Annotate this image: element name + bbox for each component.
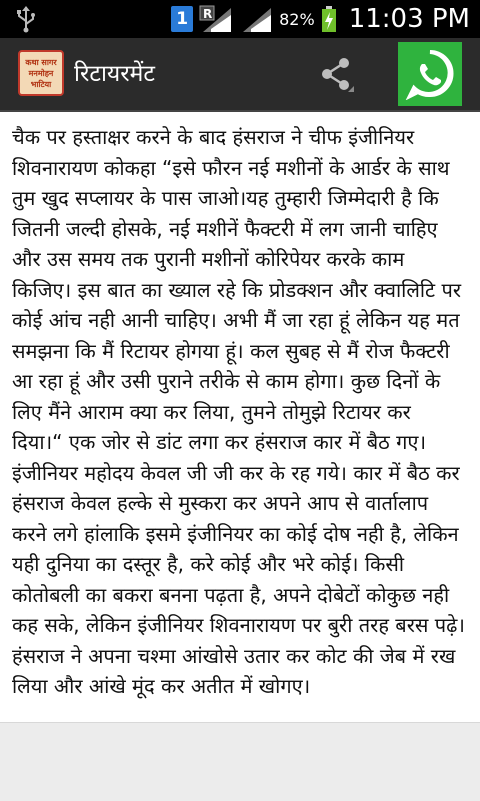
article-text: चैक पर हस्ताक्षर करने के बाद हंसराज ने चीफ इंजीनियर शिवनारायण कोकहा “इसे फौरन नई मशीनों के आर्डर के साथ तुम खुद सप्लायर के पास जाओ।यह तुम्हारी जिम्मेदारी है कि जितनी जल्दी होसके, नई मशीनें फैक्टरी में लग जानी चाहिए और उस समय तक पुरानी मशीनों कोरिपेयर करके काम किजिए। इस बात का ख्याल रहे कि प्रोडक्शन और क्वालिटि पर कोई आंच नही आनी चाहिए। अभी मैं जा रहा हूं लेकिन यह मत समझना कि मैं रिटायर होगया हूं। कल सुबह से मैं रोज फैक्टरी आ रहा हूं और उसी पुराने तरीके से काम होगा। कुछ दिनों के लिए मैंने आराम क्या कर लिया, तुमने तोमुझे रिटायर कर दिया।“ एक जोर से डांट लगा कर हंसराज कार में बैठ गए। इंजीनियर महोदय केवल जी जी कर के रह गये। कार में बैठ कर हंसराज केवल हल्के से मुस्करा कर अपने आप से वार्तालाप करने लगे हांलाकि इसमे इंजीनियर का कोई दोष नही है, लेकिन यही दुनिया का दस्तूर है, करे कोई और भरे कोई। किसी कोतोबली का बकरा बनना पढ़ता है, अपने दोबेटों कोकुछ नही कह सके, लेकिन इंजीनियर शिवनारायण पर बुरी तरह बरस पढ़े। हंसराज ने अपना चश्मा आंखोसे उतार कर कोट की जेब में रख लिया और आंखे मूंद कर अतीत में खोगए।: [12, 125, 465, 698]
action-bar: [0, 38, 480, 112]
app-logo[interactable]: [18, 50, 64, 96]
logo-line: कथा सागर: [25, 57, 57, 67]
battery-percent: 82%: [279, 9, 315, 29]
logo-line: भाटिया: [30, 79, 52, 89]
article-container[interactable]: [0, 112, 480, 722]
battery-charging-icon: [321, 5, 337, 33]
sim-badge: 1: [171, 6, 193, 32]
clock: 11:03 PM: [348, 4, 470, 34]
whatsapp-button[interactable]: [398, 42, 462, 106]
whatsapp-icon: [404, 48, 456, 100]
status-bar: [0, 0, 480, 38]
signal-roaming-icon: [199, 5, 233, 33]
roaming-letter: R: [203, 7, 213, 21]
share-icon[interactable]: [318, 56, 354, 92]
usb-icon: [14, 5, 38, 33]
page-title: रिटायरमेंट: [74, 61, 156, 87]
logo-line: मनमोहन: [28, 68, 54, 78]
signal-icon: [239, 5, 273, 33]
footer-area: [0, 722, 480, 801]
